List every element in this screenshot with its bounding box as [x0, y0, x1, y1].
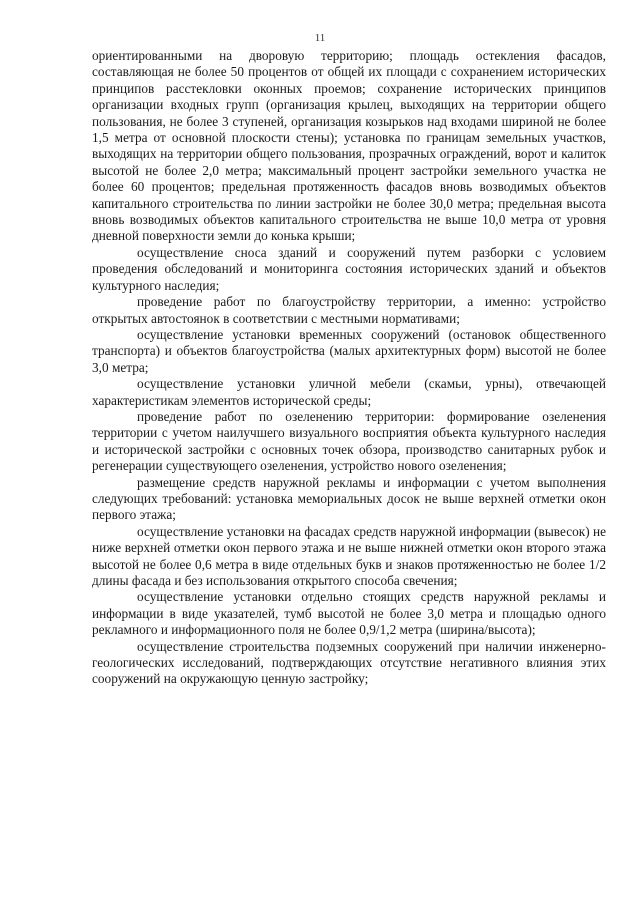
paragraph-landscaping-works: проведение работ по благоустройству территории, а именно: устройство открытых автостоянок в соответствии с местными нормативами; — [92, 294, 606, 326]
paragraph-greening: проведение работ по озеленению территории: формирование озеленения территории с учетом наилучшего визуального восприятия объекта культурного наследия и исторической застройки с основных точек обзора, производство санитарных рубок и регенерации существующего озеленения, устройство нового озеленения; — [92, 408, 606, 474]
paragraph-street-furniture: осуществление установки уличной мебели (скамьи, урны), отвечающей характеристикам элементов исторической среды; — [92, 376, 606, 408]
paragraph-freestanding-advertising: осуществление установки отдельно стоящих средств наружной рекламы и информации в виде указателей, тумб высотой не более 3,0 метра и площадью одного рекламного и информационного поля не более 0,9/1,2 метра (ширина/высота); — [92, 589, 606, 638]
paragraph-facade-signage: осуществление установки на фасадах средств наружной информации (вывесок) не ниже верхней отметки окон первого этажа и не выше нижней отметки окон второго этажа высотой не более 0,6 метра в виде отдельных букв и знаков протяженностью не более 1/2 длины фасада и без использования открытого способа свечения; — [92, 523, 606, 588]
paragraph-demolition: осуществление сноса зданий и сооружений путем разборки с условием проведения обследований и мониторинга состояния исторических зданий и объектов культурного наследия; — [92, 244, 606, 293]
paragraph-building-parameters: ориентированными на дворовую территорию; площадь остекления фасадов, составляющая не более 50 процентов от общей их площади с сохранением исторических принципов расстекловки оконных проемов; сохранение исторических принципов организации входных групп (организация крылец, выходящих на территории общего пользования, не более 3 ступеней, организация козырьков над входами шириной не более 1,5 метра от основной плоскости стены); установка по границам земельных участков, выходящих на территории общего пользования, прозрачных ограждений, ворот и калиток высотой не более 2,0 метра; максимальный процент застройки земельного участка не более 60 процентов; предельная протяженность фасадов вновь возводимых объектов капитального строительства по линии застройки не более 30,0 метра; предельная высота вновь возводимых объектов капитального строительства не выше 10,0 метра от уровня дневной поверхности земли до конька крыши; — [92, 48, 606, 244]
document-body — [92, 48, 606, 688]
page-number: 11 — [314, 32, 326, 44]
paragraph-outdoor-advertising: размещение средств наружной рекламы и информации с учетом выполнения следующих требований: установка мемориальных досок не выше верхней отметки окон первого этажа; — [92, 474, 606, 523]
paragraph-underground-structures: осуществление строительства подземных сооружений при наличии инженерно-геологических исследований, подтверждающих отсутствие негативного влияния этих сооружений на окружающую ценную застройку; — [92, 638, 606, 687]
paragraph-temporary-structures: осуществление установки временных сооружений (остановок общественного транспорта) и объектов благоустройства (малых архитектурных форм) высотой не более 3,0 метра; — [92, 326, 606, 375]
